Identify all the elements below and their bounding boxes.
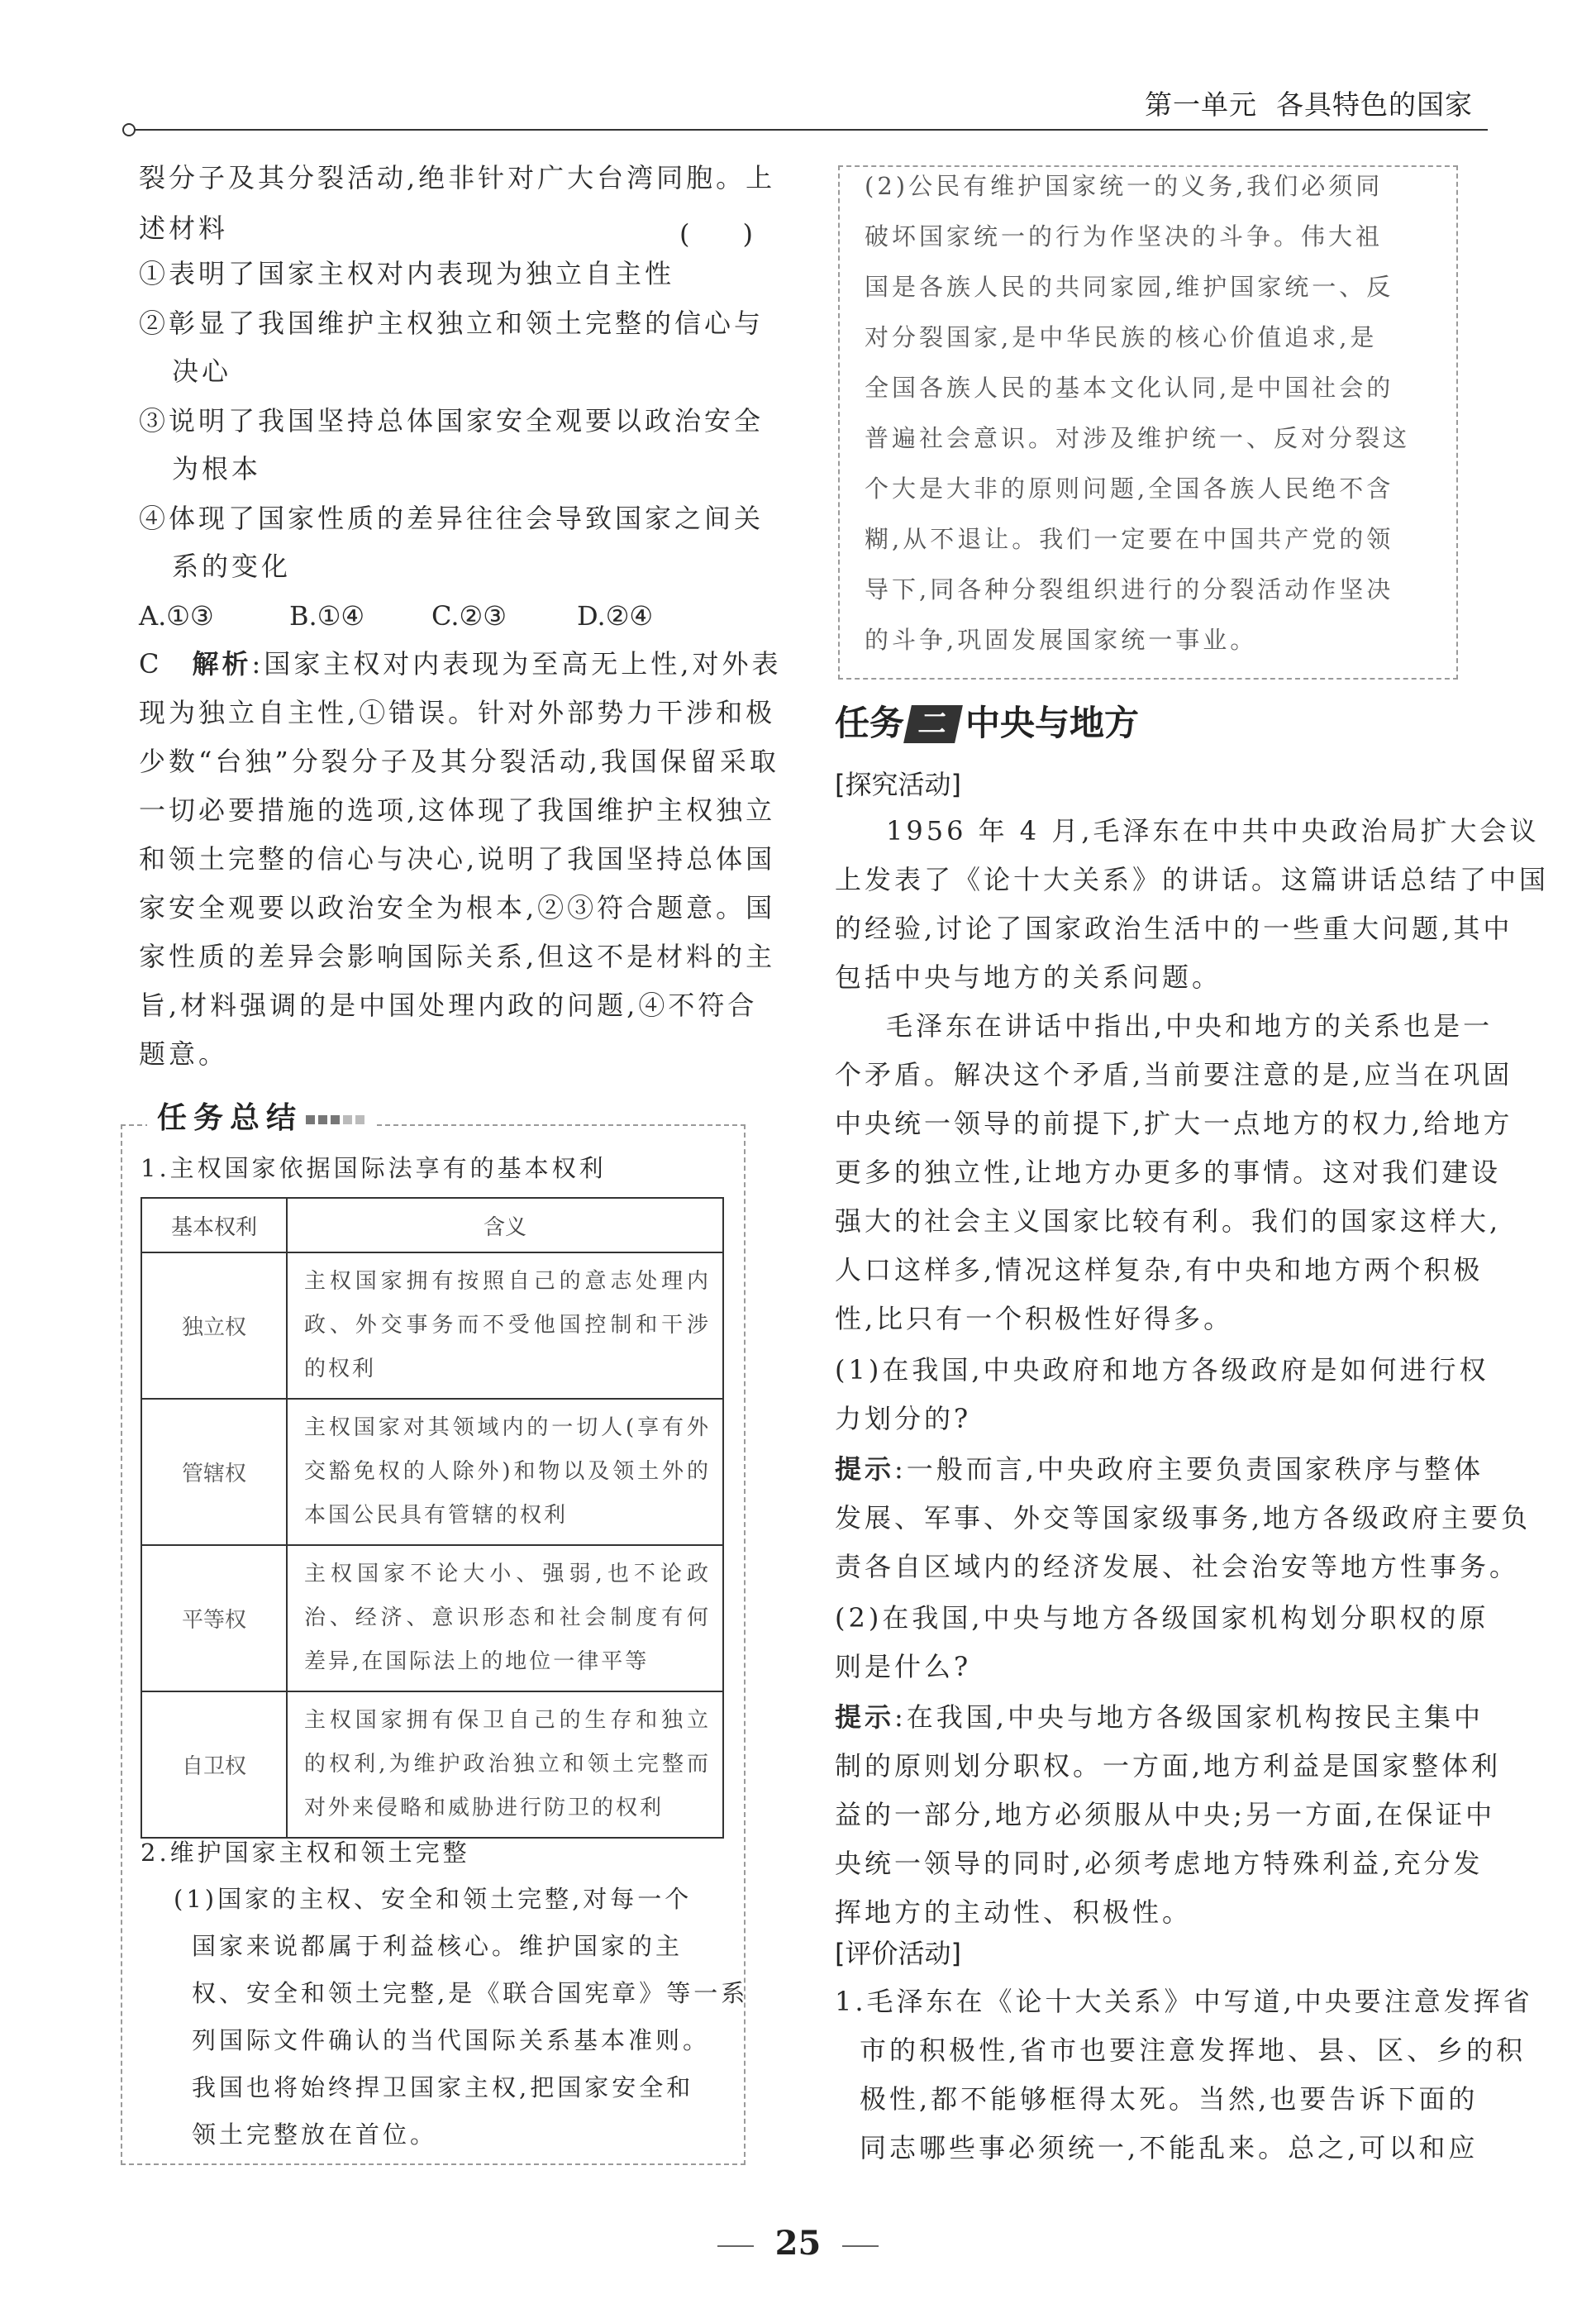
question-2-cont: 则是什么? bbox=[835, 1651, 972, 1682]
square-icon bbox=[331, 1115, 340, 1124]
page-number bbox=[0, 2224, 1596, 2263]
explore-line: 更多的独立性,让地方办更多的事情。这对我们建设 bbox=[835, 1157, 1502, 1188]
answer-2-line: 制的原则划分职权。一方面,地方利益是国家整体利 bbox=[835, 1750, 1502, 1782]
task-heading bbox=[835, 696, 1139, 747]
explore-line: 1956 年 4 月,毛泽东在中共中央政治局扩大会议 bbox=[886, 815, 1540, 847]
summary-item-2-line: 我国也将始终捍卫国家主权,把国家安全和 bbox=[192, 2073, 694, 2101]
square-icon bbox=[306, 1115, 315, 1124]
analysis-line: 少数“台独”分裂分子及其分裂活动,我国保留采取 bbox=[139, 746, 779, 777]
right-desc: 主权国家拥有保卫自己的生存和独立的权利,为维护政治独立和领土完整而对外来侵略和威胁进行防卫的权利 bbox=[287, 1691, 723, 1838]
explore-line: 强大的社会主义国家比较有利。我们的国家这样大, bbox=[835, 1205, 1502, 1237]
square-icon bbox=[355, 1115, 364, 1124]
page-number-text: 25 bbox=[774, 2224, 822, 2263]
explore-label-text: 探究活动 bbox=[845, 769, 951, 800]
table-row bbox=[141, 1399, 723, 1545]
answer-letter: C bbox=[139, 648, 163, 680]
note-line: 普遍社会意识。对涉及维护统一、反对分裂这 bbox=[865, 424, 1411, 452]
summary-item-2-line: (1)国家的主权、安全和领土完整,对每一个 bbox=[174, 1885, 693, 1913]
analysis-line: 和领土完整的信心与决心,说明了我国坚持总体国 bbox=[139, 843, 776, 875]
answer-1-text: :一般而言,中央政府主要负责国家秩序与整体 bbox=[894, 1453, 1484, 1485]
answer-2 bbox=[835, 1693, 1484, 1741]
explore-line: 中央统一领导的前提下,扩大一点地方的权力,给地方 bbox=[835, 1108, 1513, 1139]
page-number-rule bbox=[717, 2245, 754, 2247]
square-icon bbox=[318, 1115, 327, 1124]
analysis-line bbox=[139, 640, 781, 688]
analysis-line: 旨,材料强调的是中国处理内政的问题,④不符合 bbox=[139, 990, 758, 1021]
explore-line: 的经验,讨论了国家政治生活中的一些重大问题,其中 bbox=[835, 913, 1513, 944]
eval-line: 极性,都不能够框得太死。当然,也要告诉下面的 bbox=[860, 2083, 1479, 2115]
page-number-rule bbox=[842, 2245, 879, 2247]
right-name: 平等权 bbox=[141, 1545, 287, 1691]
right-desc: 主权国家拥有按照自己的意志处理内政、外交事务而不受他国控制和干涉的权利 bbox=[287, 1252, 723, 1399]
note-line: 对分裂国家,是中华民族的核心价值追求,是 bbox=[865, 323, 1378, 351]
answer-1 bbox=[835, 1445, 1484, 1493]
explore-line: 毛泽东在讲话中指出,中央和地方的关系也是一 bbox=[886, 1010, 1494, 1042]
analysis-line: 一切必要措施的选项,这体现了我国维护主权独立 bbox=[139, 794, 776, 826]
analysis-line: 题意。 bbox=[139, 1038, 229, 1070]
eval-label-text: 评价活动 bbox=[845, 1938, 951, 1969]
page-header bbox=[122, 81, 1488, 131]
note-line: 的斗争,巩固发展国家统一事业。 bbox=[865, 626, 1258, 654]
explore-line: 上发表了《论十大关系》的讲话。这篇讲话总结了中国 bbox=[835, 864, 1550, 895]
table-header: 含义 bbox=[287, 1198, 723, 1252]
analysis-line: 现为独立自主性,①错误。针对外部势力干涉和极 bbox=[139, 697, 776, 728]
option-c: C.②③ bbox=[431, 600, 507, 632]
answer-2-line: 益的一部分,地方必须服从中央;另一方面,在保证中 bbox=[835, 1799, 1496, 1830]
rights-table bbox=[141, 1197, 724, 1839]
task-title: 中央与地方 bbox=[965, 703, 1140, 743]
task-prefix: 任务 bbox=[835, 703, 905, 743]
answer-1-line: 责各自区域内的经济发展、社会治安等地方性事务。 bbox=[835, 1551, 1520, 1582]
eval-line: 1.毛泽东在《论十大关系》中写道,中央要注意发挥省 bbox=[835, 1986, 1533, 2017]
statement-4: ④体现了国家性质的差异往往会导致国家之间关 bbox=[139, 503, 765, 534]
right-name: 独立权 bbox=[141, 1252, 287, 1399]
question-2: (2)在我国,中央与地方各级国家机构划分职权的原 bbox=[835, 1602, 1489, 1634]
right-name: 自卫权 bbox=[141, 1691, 287, 1838]
hint-label: 提示 bbox=[835, 1453, 895, 1485]
note-line: 导下,同各种分裂组织进行的分裂活动作坚决 bbox=[865, 575, 1394, 603]
unit-label: 第一单元 bbox=[1145, 88, 1258, 121]
note-line: 破坏国家统一的行为作坚决的斗争。伟大祖 bbox=[865, 222, 1384, 250]
table-row bbox=[141, 1691, 723, 1838]
header-dot-icon bbox=[122, 123, 136, 136]
task-number-badge: 二 bbox=[903, 705, 963, 743]
option-b: B.①④ bbox=[289, 600, 365, 632]
right-desc: 主权国家对其领域内的一切人(享有外交豁免权的人除外)和物以及领土外的本国公民具有管辖的权利 bbox=[287, 1399, 723, 1545]
statement-1: ①表明了国家主权对内表现为独立自主性 bbox=[139, 258, 675, 289]
analysis-label: 解析 bbox=[192, 648, 252, 680]
explore-label: [探究活动] bbox=[835, 769, 961, 800]
summary-title-text: 任务总结 bbox=[157, 1101, 303, 1135]
table-header: 基本权利 bbox=[141, 1198, 287, 1252]
task-summary-title bbox=[147, 1095, 374, 1137]
question-line: 裂分子及其分裂活动,绝非针对广大台湾同胞。上 bbox=[139, 162, 776, 193]
eval-line: 市的积极性,省市也要注意发挥地、县、区、乡的积 bbox=[860, 2034, 1527, 2066]
answer-2-line: 挥地方的主动性、积极性。 bbox=[835, 1896, 1193, 1928]
statement-3: ③说明了我国坚持总体国家安全观要以政治安全 bbox=[139, 405, 765, 436]
question-1-cont: 力划分的? bbox=[835, 1403, 972, 1434]
square-icon bbox=[343, 1115, 352, 1124]
unit-title: 各具特色的国家 bbox=[1276, 88, 1473, 121]
question-line: 述材料 bbox=[139, 212, 229, 244]
analysis-line: 家安全观要以政治安全为根本,②③符合题意。国 bbox=[139, 892, 776, 923]
note-line: 国是各族人民的共同家园,维护国家统一、反 bbox=[865, 273, 1394, 301]
explore-line: 人口这样多,情况这样复杂,有中央和地方两个积极 bbox=[835, 1254, 1484, 1286]
header-title bbox=[1145, 83, 1473, 122]
answer-2-text: :在我国,中央与地方各级国家机构按民主集中 bbox=[894, 1701, 1484, 1733]
summary-item-2-line: 权、安全和领土完整,是《联合国宪章》等一系 bbox=[192, 1979, 749, 2007]
analysis-line: 家性质的差异会影响国际关系,但这不是材料的主 bbox=[139, 941, 776, 972]
table-row bbox=[141, 1545, 723, 1691]
answer-blank: ( ) bbox=[679, 218, 753, 250]
hint-label: 提示 bbox=[835, 1701, 895, 1733]
header-rule bbox=[134, 129, 1488, 131]
note-line: 个大是大非的原则问题,全国各族人民绝不含 bbox=[865, 475, 1394, 503]
summary-item-2: 2.维护国家主权和领土完整 bbox=[141, 1839, 470, 1867]
statement-2: ②彰显了我国维护主权独立和领土完整的信心与 bbox=[139, 308, 765, 339]
answer-2-line: 央统一领导的同时,必须考虑地方特殊利益,充分发 bbox=[835, 1848, 1484, 1879]
note-line: 糊,从不退让。我们一定要在中国共产党的领 bbox=[865, 525, 1394, 553]
summary-item-1: 1.主权国家依据国际法享有的基本权利 bbox=[141, 1154, 607, 1182]
statement-3-cont: 为根本 bbox=[172, 453, 262, 484]
statement-2-cont: 决心 bbox=[172, 355, 232, 387]
table-header-row bbox=[141, 1198, 723, 1252]
note-line: (2)公民有维护国家统一的义务,我们必须同 bbox=[865, 172, 1384, 200]
option-d: D.②④ bbox=[577, 600, 654, 632]
analysis-text: :国家主权对内表现为至高无上性,对外表 bbox=[251, 648, 782, 680]
eval-label: [评价活动] bbox=[835, 1938, 961, 1969]
note-line: 全国各族人民的基本文化认同,是中国社会的 bbox=[865, 374, 1394, 402]
summary-item-2-line: 领土完整放在首位。 bbox=[192, 2120, 438, 2149]
summary-item-2-line: 国家来说都属于利益核心。维护国家的主 bbox=[192, 1932, 684, 1960]
summary-item-2-line: 列国际文件确认的当代国际关系基本准则。 bbox=[192, 2026, 711, 2054]
explore-line: 个矛盾。解决这个矛盾,当前要注意的是,应当在巩固 bbox=[835, 1059, 1513, 1090]
right-desc: 主权国家不论大小、强弱,也不论政治、经济、意识形态和社会制度有何差异,在国际法上的地位一律平等 bbox=[287, 1545, 723, 1691]
statement-4-cont: 系的变化 bbox=[172, 551, 292, 582]
table-row bbox=[141, 1252, 723, 1399]
explore-line: 性,比只有一个积极性好得多。 bbox=[835, 1303, 1234, 1334]
question-1: (1)在我国,中央政府和地方各级政府是如何进行权 bbox=[835, 1354, 1489, 1386]
option-a: A.①③ bbox=[139, 600, 214, 632]
eval-line: 同志哪些事必须统一,不能乱来。总之,可以和应 bbox=[860, 2132, 1479, 2163]
right-name: 管辖权 bbox=[141, 1399, 287, 1545]
explore-line: 包括中央与地方的关系问题。 bbox=[835, 961, 1222, 993]
answer-1-line: 发展、军事、外交等国家级事务,地方各级政府主要负 bbox=[835, 1502, 1532, 1534]
